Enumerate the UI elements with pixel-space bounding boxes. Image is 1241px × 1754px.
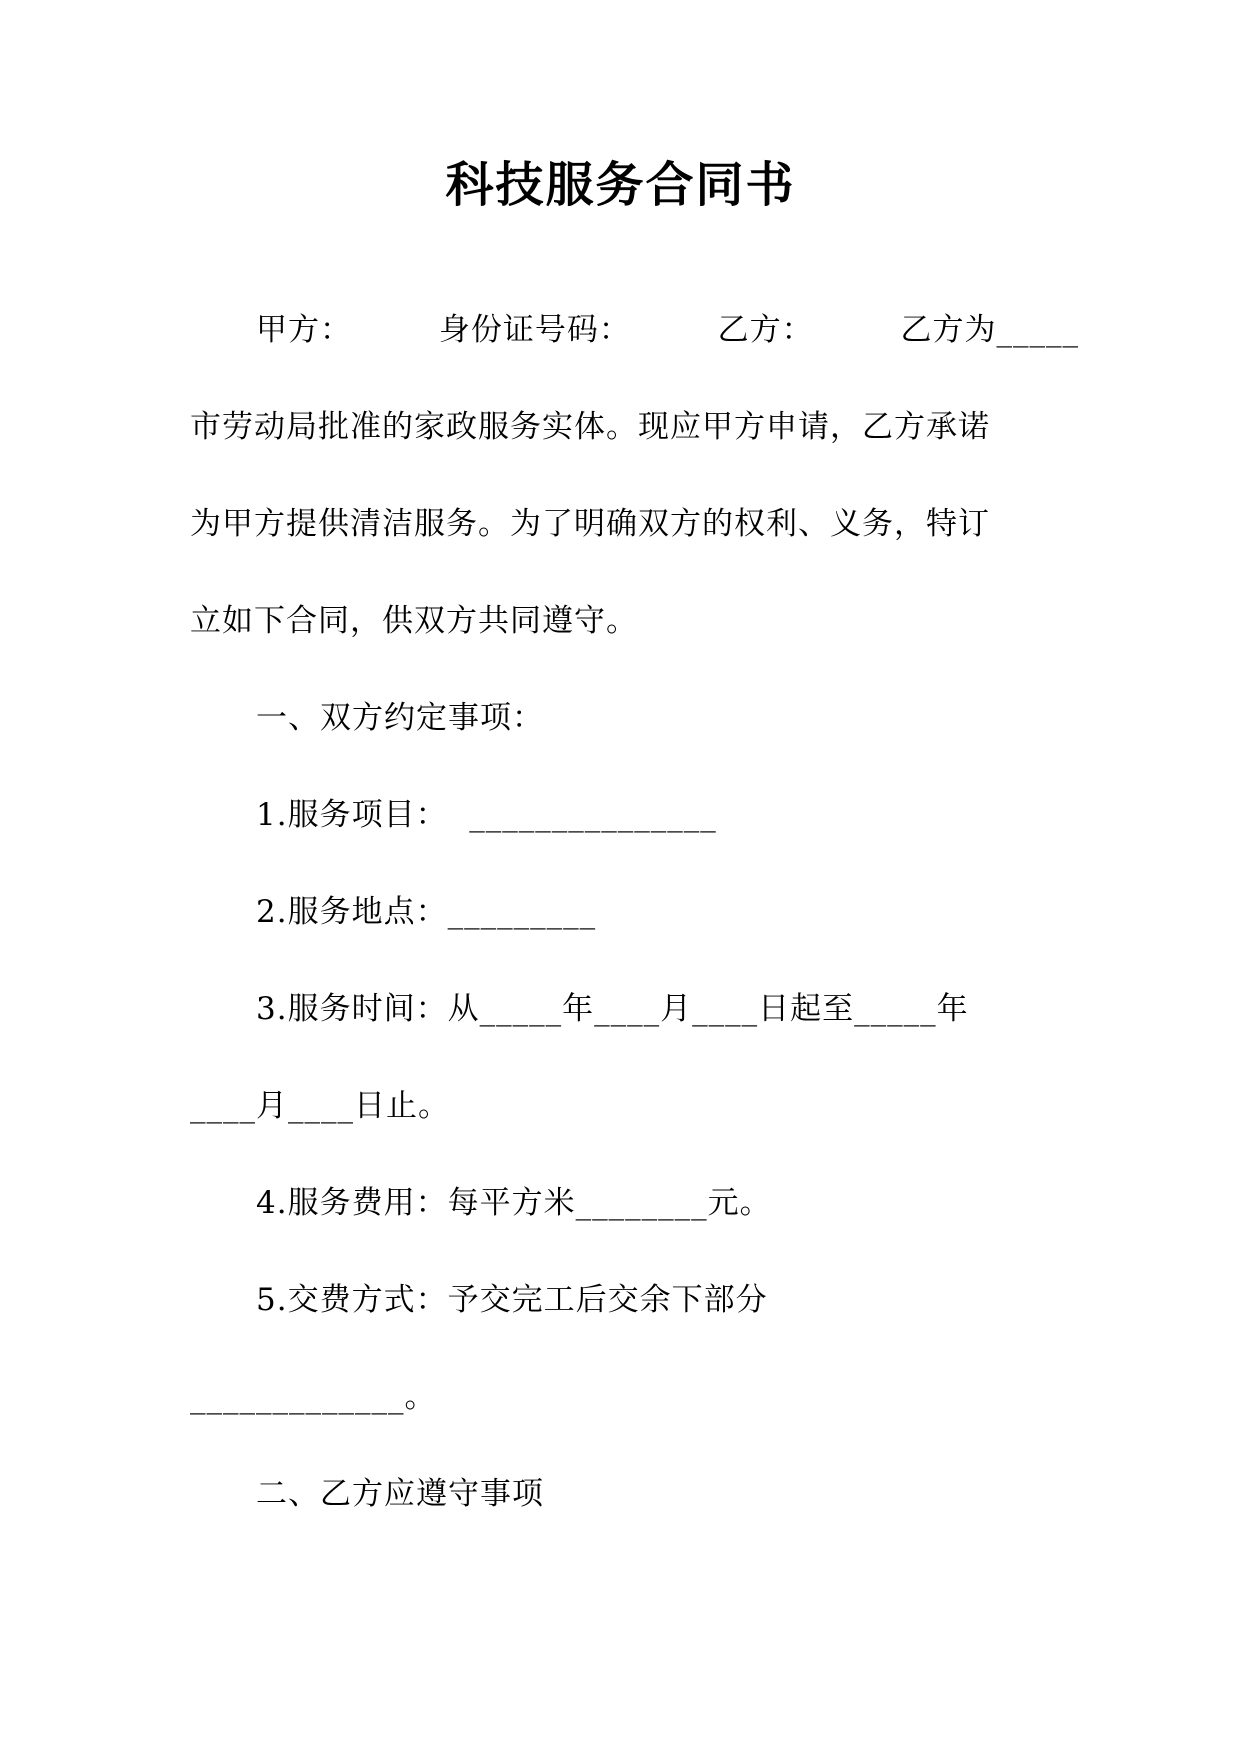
clause-service-time-cont: ____月____日止。 [190,1088,450,1124]
clause-payment-method: 5.交费方式：予交完工后交余下部分 [256,1282,768,1318]
clause-service-item: 1.服务项目： _______________ [256,797,717,833]
party-info-line: 甲方： 身份证号码： 乙方： 乙方为_____ [256,312,1079,348]
clause-service-fee: 4.服务费用：每平方米________元。 [256,1185,772,1221]
intro-line-4: 立如下合同，供双方共同遵守。 [190,603,638,639]
clause-payment-method-cont: _____________。 [190,1379,437,1415]
section-1-heading: 一、双方约定事项： [256,700,544,736]
intro-line-2: 市劳动局批准的家政服务实体。现应甲方申请，乙方承诺 [190,409,990,445]
intro-line-3: 为甲方提供清洁服务。为了明确双方的权利、义务，特订 [190,506,990,542]
clause-service-time: 3.服务时间：从_____年____月____日起至_____年 [256,991,969,1027]
document-title: 科技服务合同书 [445,157,796,213]
section-2-heading: 二、乙方应遵守事项 [256,1476,544,1512]
clause-service-location: 2.服务地点：_________ [256,894,597,930]
